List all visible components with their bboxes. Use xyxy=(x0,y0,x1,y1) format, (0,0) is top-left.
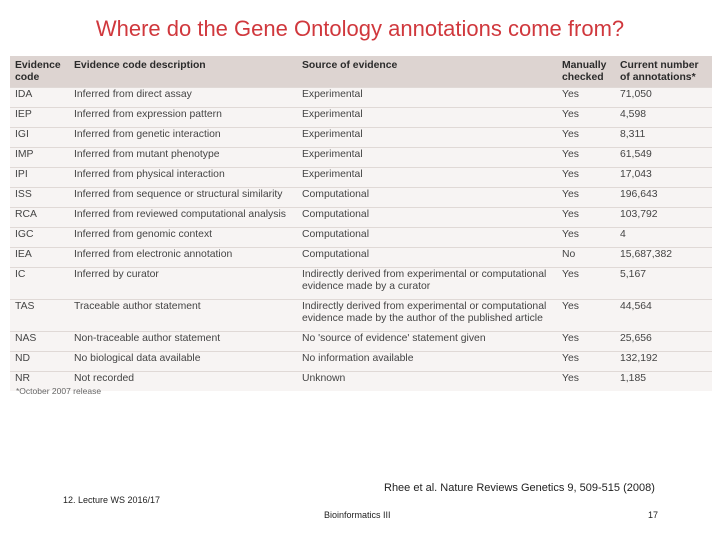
cell-count: 71,050 xyxy=(615,88,712,108)
cell-description: No biological data available xyxy=(69,352,297,372)
cell-code: ND xyxy=(10,352,69,372)
header-description: Evidence code description xyxy=(69,56,297,88)
cell-count: 61,549 xyxy=(615,148,712,168)
cell-count: 17,043 xyxy=(615,168,712,188)
cell-count: 4,598 xyxy=(615,108,712,128)
cell-code: IEP xyxy=(10,108,69,128)
cell-manual: Yes xyxy=(557,228,615,248)
cell-count: 132,192 xyxy=(615,352,712,372)
table-row xyxy=(10,268,712,300)
cell-source: Computational xyxy=(297,208,557,228)
cell-source: Experimental xyxy=(297,128,557,148)
cell-source: Experimental xyxy=(297,88,557,108)
table-row xyxy=(10,352,712,372)
header-evidence-code-line1: Evidence xyxy=(15,60,61,71)
header-source: Source of evidence xyxy=(297,56,557,88)
cell-description: Inferred from mutant phenotype xyxy=(69,148,297,168)
header-manually-checked-line2: checked xyxy=(562,72,604,83)
table-row xyxy=(10,168,712,188)
cell-source: Experimental xyxy=(297,148,557,168)
cell-manual: Yes xyxy=(557,168,615,188)
cell-code: IEA xyxy=(10,248,69,268)
slide-title: Where do the Gene Ontology annotations come from? xyxy=(95,16,625,41)
table-row xyxy=(10,88,712,108)
cell-source: No information available xyxy=(297,352,557,372)
evidence-code-table xyxy=(10,56,712,391)
cell-manual: Yes xyxy=(557,128,615,148)
cell-description: Inferred from direct assay xyxy=(69,88,297,108)
table-row xyxy=(10,228,712,248)
cell-count: 196,643 xyxy=(615,188,712,208)
cell-source: Computational xyxy=(297,188,557,208)
footer-course: Bioinformatics III xyxy=(324,510,391,520)
page-number: 17 xyxy=(648,510,659,520)
cell-code: IGI xyxy=(10,128,69,148)
cell-description: Inferred from reviewed computational analysis xyxy=(69,208,297,228)
header-manually-checked-line1: Manually xyxy=(562,60,607,71)
table-row xyxy=(10,108,712,128)
cell-code: IC xyxy=(10,268,69,300)
cell-count: 4 xyxy=(615,228,712,248)
cell-source: Indirectly derived from experimental or computational evidence made by a curator xyxy=(297,268,557,300)
cell-manual: Yes xyxy=(557,188,615,208)
cell-description: Inferred from genetic interaction xyxy=(69,128,297,148)
cell-manual: Yes xyxy=(557,108,615,128)
cell-manual: No xyxy=(557,248,615,268)
citation: Rhee et al. Nature Reviews Genetics 9, 509-515 (2008) xyxy=(384,482,655,494)
cell-manual: Yes xyxy=(557,88,615,108)
header-annotation-count xyxy=(615,56,712,88)
cell-code: IDA xyxy=(10,88,69,108)
cell-code: IGC xyxy=(10,228,69,248)
cell-description: Inferred from genomic context xyxy=(69,228,297,248)
table-row xyxy=(10,208,712,228)
cell-description: Traceable author statement xyxy=(69,300,297,332)
cell-count: 44,564 xyxy=(615,300,712,332)
table-row xyxy=(10,332,712,352)
table-row xyxy=(10,372,712,392)
cell-description: Inferred from expression pattern xyxy=(69,108,297,128)
cell-count: 1,185 xyxy=(615,372,712,392)
cell-manual: Yes xyxy=(557,372,615,392)
evidence-code-table-container xyxy=(10,56,712,391)
header-annotation-count-line1: Current number xyxy=(620,60,699,71)
cell-count: 25,656 xyxy=(615,332,712,352)
cell-description: Inferred from electronic annotation xyxy=(69,248,297,268)
cell-code: ISS xyxy=(10,188,69,208)
cell-description: Inferred by curator xyxy=(69,268,297,300)
header-evidence-code xyxy=(10,56,69,88)
header-evidence-code-line2: code xyxy=(15,72,40,83)
cell-code: RCA xyxy=(10,208,69,228)
cell-description: Inferred from physical interaction xyxy=(69,168,297,188)
cell-description: Non-traceable author statement xyxy=(69,332,297,352)
table-row xyxy=(10,188,712,208)
cell-code: TAS xyxy=(10,300,69,332)
cell-code: IPI xyxy=(10,168,69,188)
header-manually-checked xyxy=(557,56,615,88)
table-row xyxy=(10,148,712,168)
cell-source: No 'source of evidence' statement given xyxy=(297,332,557,352)
cell-source: Experimental xyxy=(297,108,557,128)
footer-lecture: 12. Lecture WS 2016/17 xyxy=(63,495,161,505)
cell-source: Computational xyxy=(297,228,557,248)
cell-manual: Yes xyxy=(557,268,615,300)
cell-count: 103,792 xyxy=(615,208,712,228)
cell-code: NAS xyxy=(10,332,69,352)
cell-manual: Yes xyxy=(557,332,615,352)
cell-manual: Yes xyxy=(557,352,615,372)
table-row xyxy=(10,128,712,148)
cell-source: Experimental xyxy=(297,168,557,188)
cell-count: 8,311 xyxy=(615,128,712,148)
header-annotation-count-line2: of annotations* xyxy=(620,72,696,83)
cell-manual: Yes xyxy=(557,300,615,332)
table-header-row xyxy=(10,56,712,88)
cell-description: Not recorded xyxy=(69,372,297,392)
table-row xyxy=(10,300,712,332)
cell-source: Computational xyxy=(297,248,557,268)
cell-code: NR xyxy=(10,372,69,392)
table-row xyxy=(10,248,712,268)
cell-source: Indirectly derived from experimental or computational evidence made by the author of the published article xyxy=(297,300,557,332)
cell-source: Unknown xyxy=(297,372,557,392)
cell-code: IMP xyxy=(10,148,69,168)
cell-count: 5,167 xyxy=(615,268,712,300)
cell-manual: Yes xyxy=(557,148,615,168)
cell-description: Inferred from sequence or structural similarity xyxy=(69,188,297,208)
table-footnote: *October 2007 release xyxy=(16,386,102,396)
cell-manual: Yes xyxy=(557,208,615,228)
cell-count: 15,687,382 xyxy=(615,248,712,268)
